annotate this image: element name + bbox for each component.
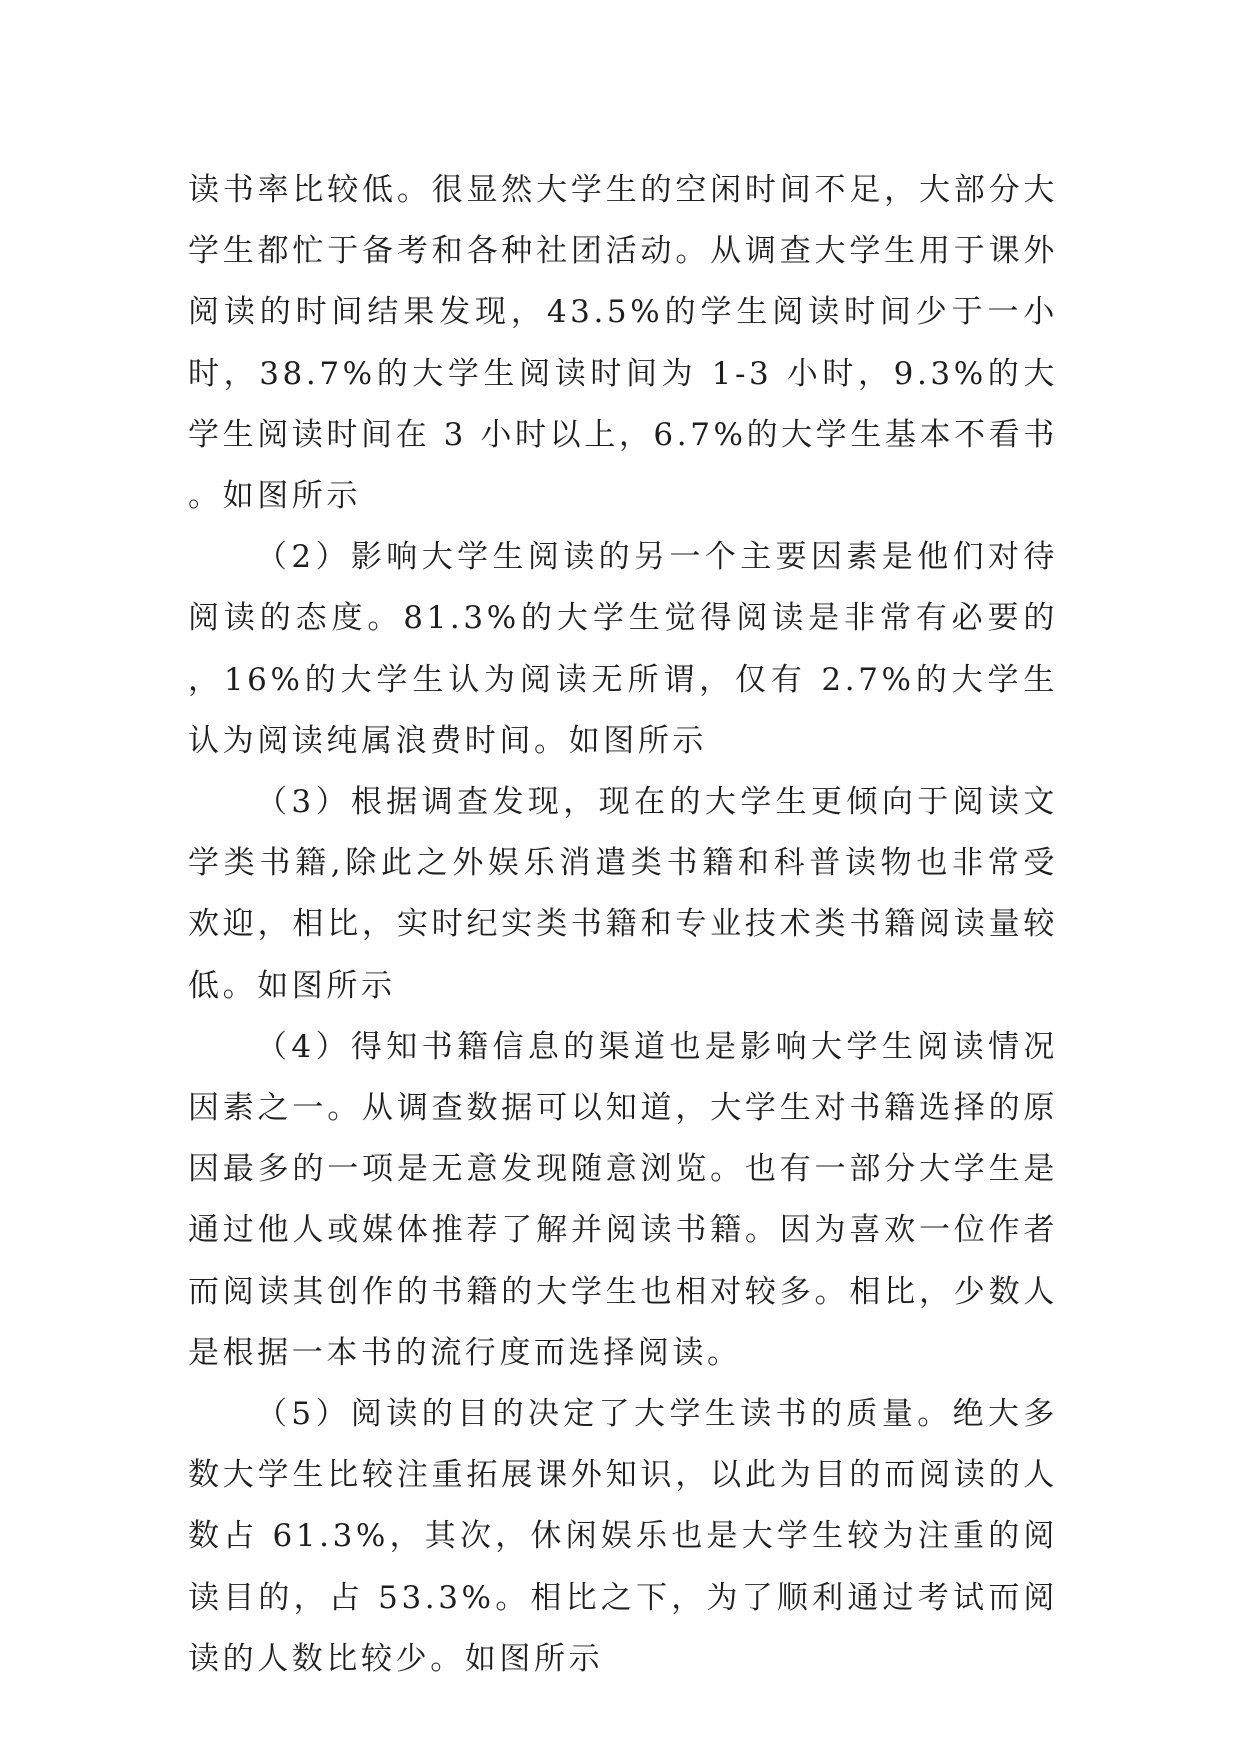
paragraph-book-types: （3）根据调查发现，现在的大学生更倾向于阅读文学类书籍,除此之外娱乐消遣类书籍和科普读物也非常受欢迎，相比，实时纪实类书籍和专业技术类书籍阅读量较低。如图所示 <box>188 784 1058 1004</box>
paragraph-reading-time: 读书率比较低。很显然大学生的空闲时间不足，大部分大学生都忙于备考和各种社团活动。从调查大学生用于课外阅读的时间结果发现，43.5%的学生阅读时间少于一小时，38.7%的大学生阅读时间为 1-3 小时，9.3%的大学生阅读时间在 3 小时以上，6.7%的大学生基本不看书。如图所示 <box>188 172 1058 515</box>
document-body <box>188 160 1058 1690</box>
paragraph-reading-attitude: （2）影响大学生阅读的另一个主要因素是他们对待阅读的态度。81.3%的大学生觉得阅读是非常有必要的，16%的大学生认为阅读无所谓，仅有 2.7%的大学生认为阅读纯属浪费时间。如图所示 <box>188 539 1058 759</box>
paragraph-reading-purpose: （5）阅读的目的决定了大学生读书的质量。绝大多数大学生比较注重拓展课外知识，以此为目的而阅读的人数占 61.3%，其次，休闲娱乐也是大学生较为注重的阅读目的，占 53.3%。相比之下，为了顺利通过考试而阅读的人数比较少。如图所示 <box>188 1396 1058 1677</box>
paragraph-book-channels: （4）得知书籍信息的渠道也是影响大学生阅读情况因素之一。从调查数据可以知道，大学生对书籍选择的原因最多的一项是无意发现随意浏览。也有一部分大学生是通过他人或媒体推荐了解并阅读书籍。因为喜欢一位作者而阅读其创作的书籍的大学生也相对较多。相比，少数人是根据一本书的流行度而选择阅读。 <box>188 1028 1058 1371</box>
